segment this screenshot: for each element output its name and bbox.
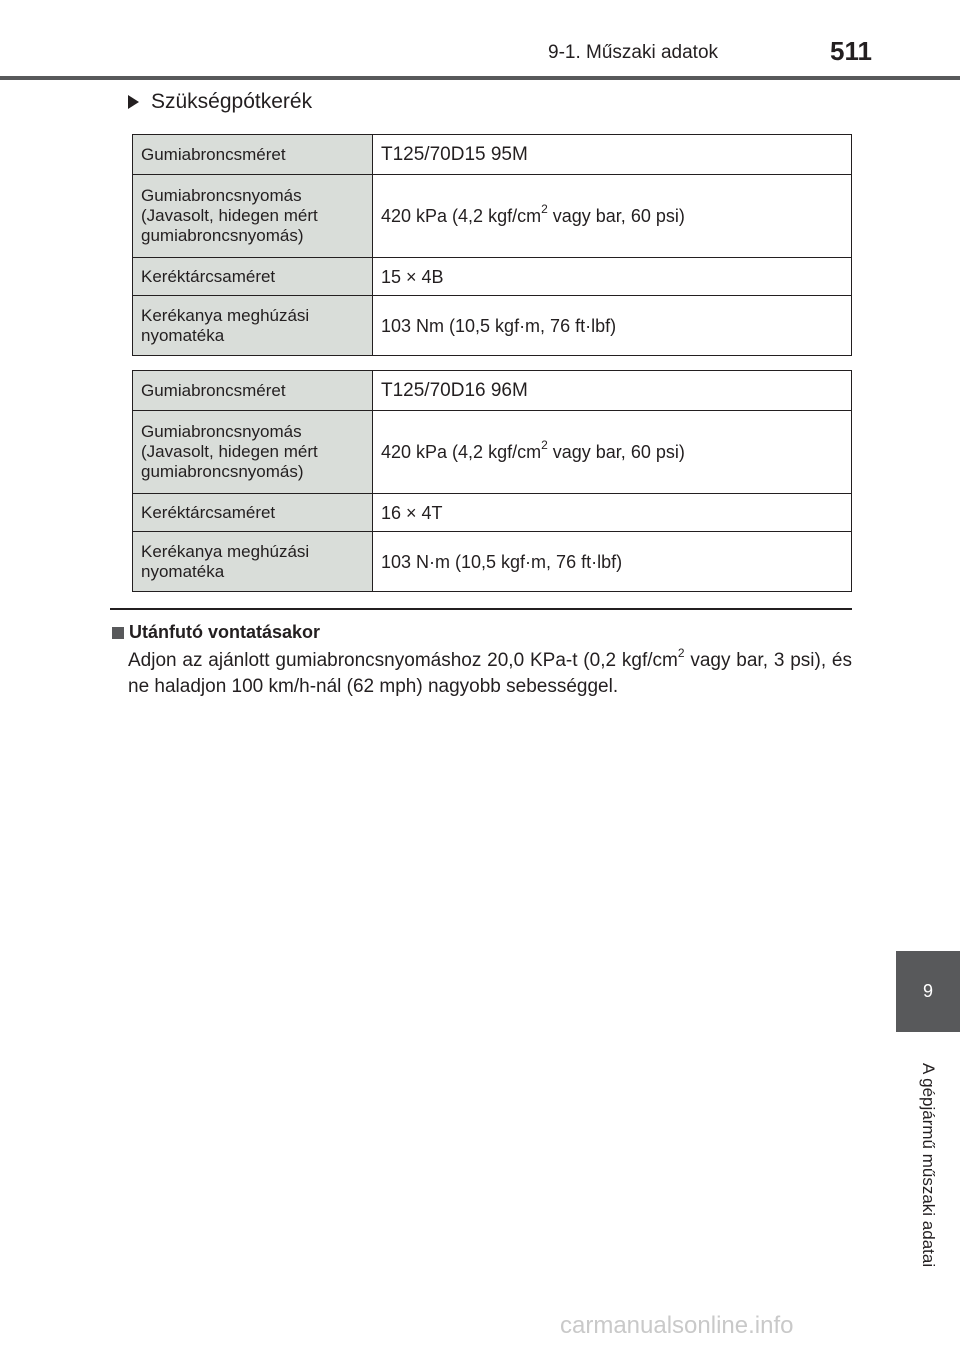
row-value bbox=[373, 175, 852, 258]
row-value: 103 Nm (10,5 kgf·m, 76 ft·lbf) bbox=[373, 296, 852, 356]
table-row bbox=[133, 371, 852, 411]
row-value: T125/70D16 96M bbox=[373, 371, 852, 411]
table-row bbox=[133, 135, 852, 175]
superscript: 2 bbox=[541, 202, 548, 216]
chapter-title-vertical: A gépjármű műszaki adatai bbox=[919, 1062, 938, 1268]
row-label: Kerékanya meghúzási nyomatéka bbox=[133, 532, 373, 592]
row-label: Gumiabroncsméret bbox=[133, 371, 373, 411]
row-value: T125/70D15 95M bbox=[373, 135, 852, 175]
row-value: 16 × 4T bbox=[373, 494, 852, 532]
row-value bbox=[373, 411, 852, 494]
pressure-value: 420 kPa (4,2 kgf/cm bbox=[381, 442, 542, 462]
header-divider bbox=[0, 76, 960, 80]
pressure-value: 420 kPa (4,2 kgf/cm bbox=[381, 206, 542, 226]
table-row bbox=[133, 494, 852, 532]
row-label: Keréktárcsaméret bbox=[133, 494, 373, 532]
table-row bbox=[133, 296, 852, 356]
trailer-note-heading bbox=[112, 622, 320, 643]
table-row bbox=[133, 532, 852, 592]
row-label: Gumiabroncsnyomás (Javasolt, hidegen mért gumiabroncsnyomás) bbox=[133, 411, 373, 494]
triangle-bullet-icon bbox=[128, 95, 139, 109]
superscript: 2 bbox=[677, 645, 685, 660]
header-section-title: 9-1. Műszaki adatok bbox=[548, 42, 719, 63]
superscript: 2 bbox=[541, 438, 548, 452]
section-divider bbox=[110, 608, 852, 610]
spec-table-2 bbox=[132, 370, 852, 592]
row-label: Gumiabroncsnyomás (Javasolt, hidegen mért gumiabroncsnyomás) bbox=[133, 175, 373, 258]
spec-table-1 bbox=[132, 134, 852, 356]
row-label: Keréktárcsaméret bbox=[133, 258, 373, 296]
page-number: 511 bbox=[830, 36, 872, 66]
table-row bbox=[133, 258, 852, 296]
chapter-number: 9 bbox=[922, 981, 933, 1001]
row-label: Kerékanya meghúzási nyomatéka bbox=[133, 296, 373, 356]
pressure-value-tail: vagy bar, 60 psi) bbox=[547, 442, 685, 462]
pressure-value-tail: vagy bar, 60 psi) bbox=[547, 206, 685, 226]
square-bullet-icon bbox=[112, 627, 124, 639]
note-text-tail: vagy bar, 3 psi), és ne haladjon 100 km/h-nál (62 mph) nagyobb sebességgel. bbox=[128, 650, 852, 697]
trailer-note-heading-text: Utánfutó vontatásakor bbox=[129, 622, 321, 642]
row-label: Gumiabroncsméret bbox=[133, 135, 373, 175]
table-row bbox=[133, 175, 852, 258]
trailer-note-body bbox=[128, 645, 852, 700]
row-value: 103 N·m (10,5 kgf·m, 76 ft·lbf) bbox=[373, 532, 852, 592]
note-text: Adjon az ajánlott gumiabroncsnyomáshoz 20,0 KPa-t (0,2 kgf/cm bbox=[128, 650, 678, 671]
chapter-tab bbox=[896, 951, 960, 1032]
spare-tire-heading-text: Szükségpótkerék bbox=[151, 90, 313, 113]
watermark: carmanualsonline.info bbox=[560, 1312, 794, 1339]
spare-tire-heading bbox=[128, 90, 312, 114]
row-value: 15 × 4B bbox=[373, 258, 852, 296]
table-row bbox=[133, 411, 852, 494]
